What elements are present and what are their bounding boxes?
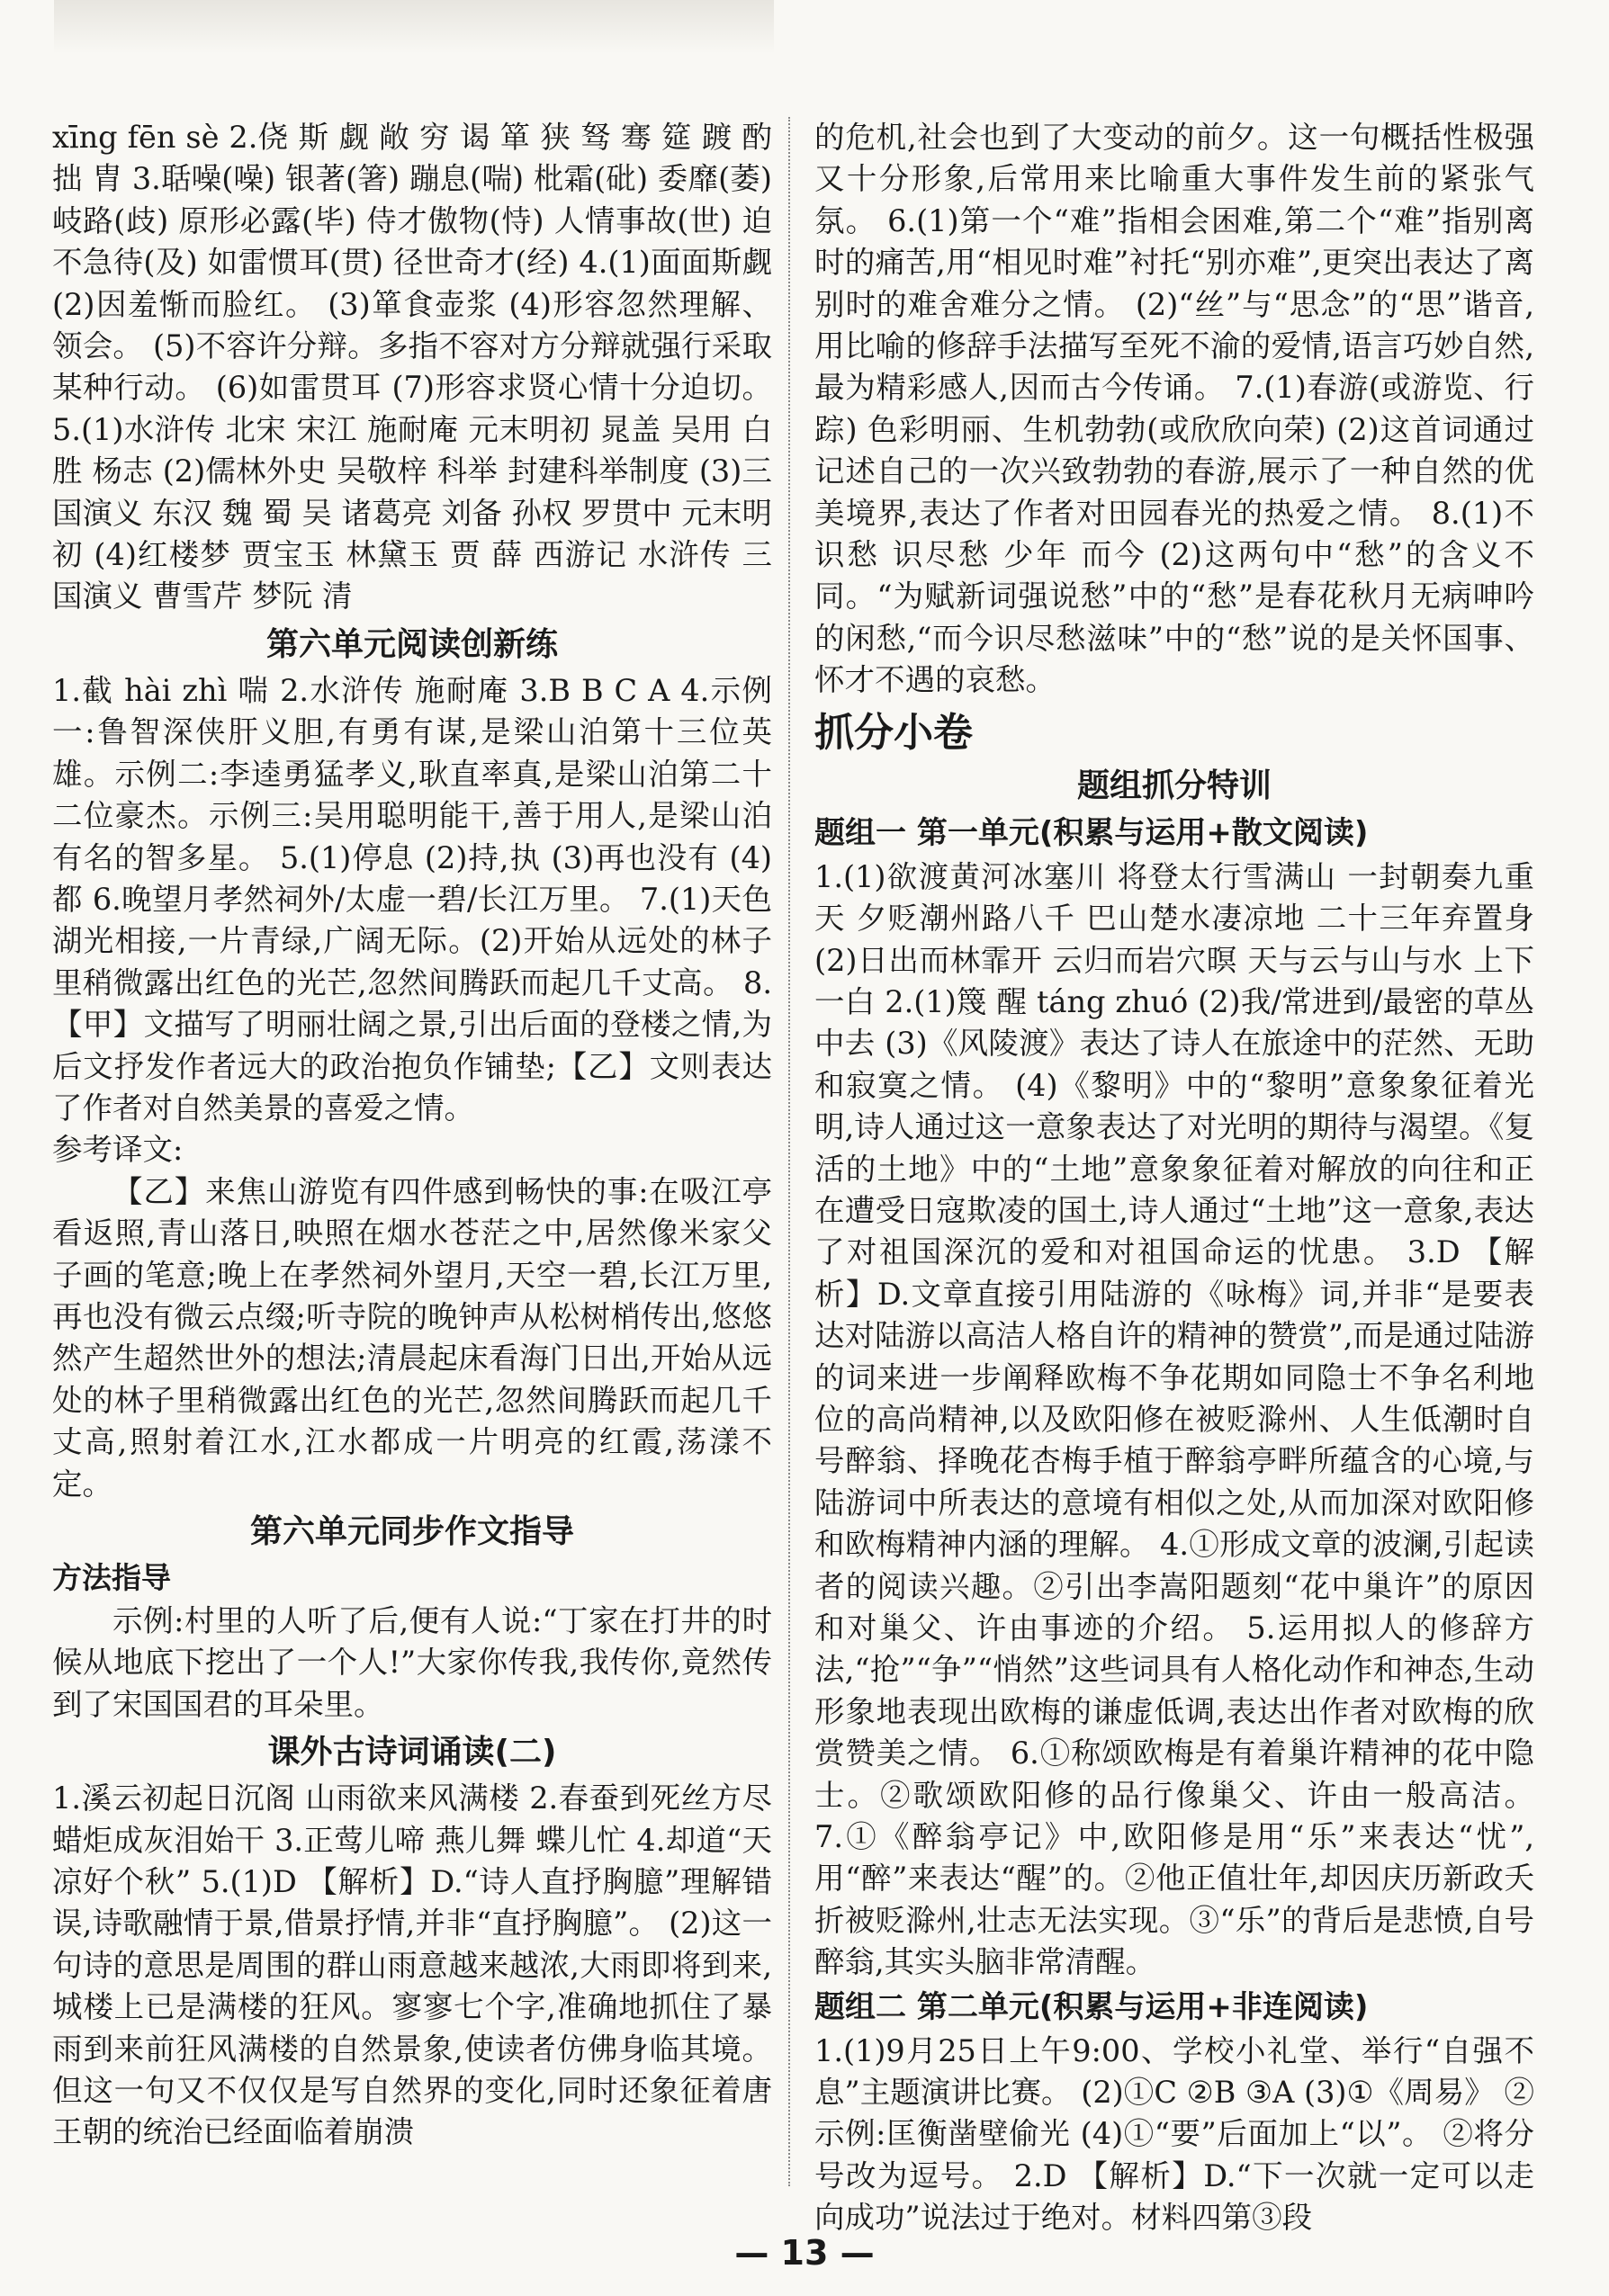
section-title: 第六单元同步作文指导 [249,1513,574,1550]
method-label: 方法指导 [52,1560,171,1595]
right-column [814,117,1534,2239]
section-title: 第六单元阅读创新练 [265,625,558,663]
page-number: — 13 — [734,2233,875,2273]
translation-label: 参考译文: [52,1132,184,1168]
answer-block: 1.溪云初起日沉阁 山雨欲来风满楼 2.春蚕到死丝方尽 蜡炬成灰泪始干 3.正莺儿啼 燕儿舞 蝶儿忙 4.却道“天凉好个秋” 5.(1)D 【解析】D.“诗人直抒胸臆”理解错误,诗歌融情于景,借景抒情,并非“直抒胸臆”。 (2)这一句诗的意思是周围的群山雨意越来越浓,大雨即将到来,城楼上已是满楼的狂风。寥寥七个字,准确地抓住了暴雨到来前狂风满楼的自然景象,使读者仿佛身临其境。但这一句又不仅仅是写自然界的变化,同时还象征着唐王朝的统治已经面临着崩溃 [52,1780,772,2150]
answer-block: 1.(1)欲渡黄河冰塞川 将登太行雪满山 一封朝奏九重天 夕贬潮州路八千 巴山楚水凄凉地 二十三年弃置身 (2)日出而林霏开 云归而岩穴暝 天与云与山与水 上下一白 2.(1)篾 醒 táng zhuó (2)我/常进到/最密的草丛中去 (3)《风陵渡》表达了诗人在旅途中的茫然、无助和寂寞之情。 (4)《黎明》中的“黎明”意象象征着光明,诗人通过这一意象表达了对光明的期待与渴望。《复活的土地》中的“土地”意象象征着对解放的向往和正在遭受日寇欺凌的国土,诗人通过“土地”这一意象,表达了对祖国深沉的爱和对祖国命运的忧患。 3.D 【解析】D.文章直接引用陆游的《咏梅》词,并非“是要表达对陆游以高洁人格自许的精神的赞赏”,而是通过陆游的词来进一步阐释欧梅不争花期如同隐士不争名利地位的高尚精神,以及欧阳修在被贬滁州、人生低潮时自号醉翁、择晚花杏梅手植于醉翁亭畔所蕴含的心境,与陆游词中所表达的意境有相似之处,从而加深对欧阳修和欧梅精神内涵的理解。 4.①形成文章的波澜,引起读者的阅读兴趣。②引出李嵩阳题刻“花中巢许”的原因和对巢父、许由事迹的介绍。 5.运用拟人的修辞方法,“抢”“争”“悄然”这些词具有人格化动作和神态,生动形象地表现出欧梅的谦虚低调,表达出作者对欧梅的欣赏赞美之情。 6.①称颂欧梅是有着巢许精神的花中隐士。②歌颂欧阳修的品行像巢父、许由一般高洁。 7.①《醉翁亭记》中,欧阳修是用“乐”来表达“忧”,用“醉”来表达“醒”的。②他正值壮年,却因庆历新政夭折被贬滁州,壮志无法实现。③“乐”的背后是悲愤,自号醉翁,其实头脑非常清醒。 [814,858,1534,1980]
answer-block: 1.(1)9月25日上午9:00、学校小礼堂、举行“自强不息”主题演讲比赛。 (2)①C ②B ③A (3)①《周易》 ②示例:匡衡凿壁偷光 (4)①“要”后面加上“以”。 ②将分号改为逗号。 2.D 【解析】D.“下一次就一定可以走向成功”说法过于绝对。材料四第③段 [814,2032,1534,2236]
translation-body: 【乙】来焦山游览有四件感到畅快的事:在吸江亭看返照,青山落日,映照在烟水苍茫之中,居然像米家父子画的笔意;晚上在孝然祠外望月,天空一碧,长江万里,再也没有微云点缀;听寺院的晚钟声从松树梢传出,悠悠然产生超然世外的想法;清晨起床看海门日出,开始从远处的林子里稍微露出红色的光芒,忽然间腾跃而起几千丈高,照射着江水,江水都成一片明亮的红霞,荡漾不定。 [52,1173,772,1502]
method-body: 示例:村里的人听了后,便有人说:“丁家在打井的时候从地底下挖出了一个人!”大家你传我,我传你,竟然传到了宋国国君的耳朵里。 [52,1603,772,1722]
column-divider [788,117,790,2186]
sub-title: 题组抓分特训 [1076,767,1272,804]
group-title: 题组二 第二单元(积累与运用+非连阅读) [814,1988,1369,2025]
left-column [52,117,772,2154]
section-title: 课外古诗词诵读(二) [267,1734,557,1771]
answer-block: 的危机,社会也到了大变动的前夕。这一句概括性极强又十分形象,后常用来比喻重大事件发生前的紧张气氛。 6.(1)第一个“难”指相会困难,第二个“难”指别离时的痛苦,用“相见时难”衬托“别亦难”,更突出表达了离别时的难舍难分之情。 (2)“丝”与“思念”的“思”谐音,用比喻的修辞手法描写至死不渝的爱情,语言巧妙自然,最为精彩感人,因而古今传诵。 7.(1)春游(或游览、行踪) 色彩明丽、生机勃勃(或欣欣向荣) (2)这首词通过记述自己的一次兴致勃勃的春游,展示了一种自然的优美境界,表达了作者对田园春光的热爱之情。 8.(1)不识愁 识尽愁 少年 而今 (2)这两句中“愁”的含义不同。“为赋新词强说愁”中的“愁”是春花秋月无病呻吟的闲愁,“而今识尽愁滋味”中的“愁”说的是关怀国事、怀才不遇的哀愁。 [814,120,1535,698]
answer-block: 1.截 hài zhì 喘 2.水浒传 施耐庵 3.B B C A 4.示例一:鲁智深侠肝义胆,有勇有谋,是梁山泊第十三位英雄。示例二:李逵勇猛孝义,耿直率真,是梁山泊第二十二位豪杰。示例三:吴用聪明能干,善于用人,是梁山泊有名的智多星。 5.(1)停息 (2)持,执 (3)再也没有 (4)都 6.晚望月孝然祠外/太虚一碧/长江万里。 7.(1)天色湖光相接,一片青绿,广阔无际。(2)开始从远处的林子里稍微露出红色的光芒,忽然间腾跃而起几千丈高。 8.【甲】文描写了明丽壮阔之景,引出后面的登楼之情,为后文抒发作者远大的政治抱负作铺垫;【乙】文则表达了作者对自然美景的喜爱之情。 [52,672,772,1126]
group-title: 题组一 第一单元(积累与运用+散文阅读) [814,814,1369,851]
big-title: 抓分小卷 [814,709,973,756]
header-decoration [54,0,774,54]
answer-block: xīng fēn sè 2.侥 斯 觑 敞 穷 谒 箪 狭 驽 骞 筵 踱 酌 拙 胄 3.聒噪(噪) 银著(箸) 蹦息(喘) 枇霜(砒) 委靡(萎) 岐路(歧) 原形必露(毕) 侍才傲物(恃) 人情事故(世) 迫不急待(及) 如雷惯耳(贯) 径世奇才(经) 4.(1)面面斯觑 (2)因羞惭而脸红。 (3)箪食壶浆 (4)形容忽然理解、领会。 (5)不容许分辩。多指不容对方分辩就强行采取某种行动。 (6)如雷贯耳 (7)形容求贤心情十分迫切。 5.(1)水浒传 北宋 宋江 施耐庵 元末明初 晁盖 吴用 白胜 杨志 (2)儒林外史 吴敬梓 科举 封建科举制度 (3)三国演义 东汉 魏 蜀 吴 诸葛亮 刘备 孙权 罗贯中 元末明初 (4)红楼梦 贾宝玉 林黛玉 贾 薛 西游记 水浒传 三国演义 曹雪芹 梦阮 清 [52,120,772,614]
